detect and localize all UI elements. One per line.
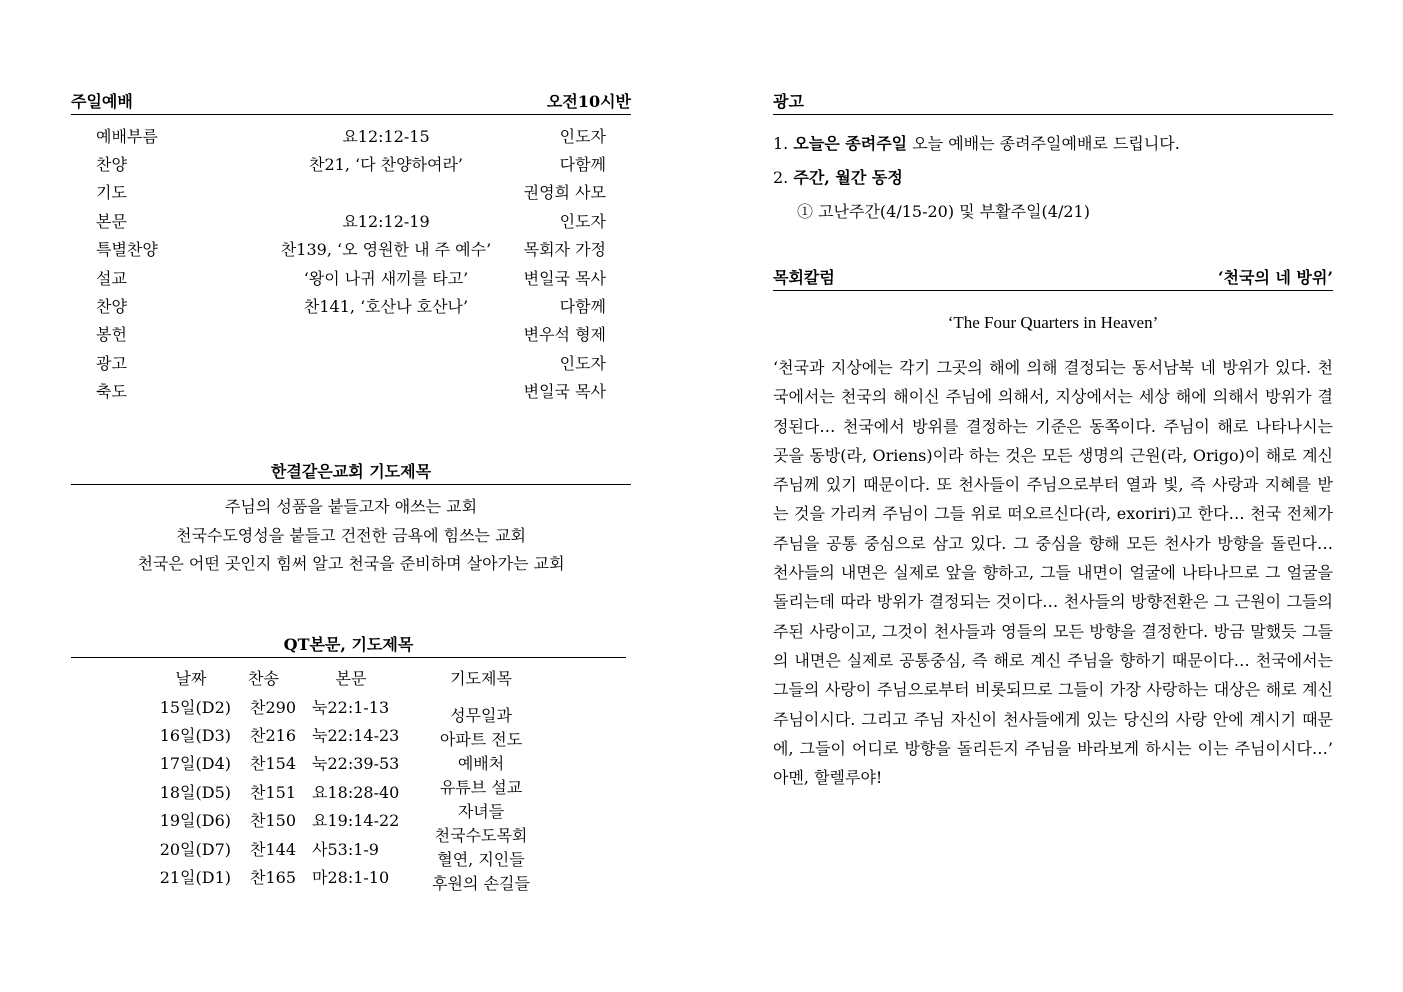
column-english-title: ‘The Four Quarters in Heaven’ bbox=[947, 313, 1159, 332]
column-title: 목회칼럼 bbox=[773, 268, 835, 287]
qt-hymn: 찬150 bbox=[250, 811, 296, 831]
order-row bbox=[71, 291, 631, 319]
order-item: 예배부름 bbox=[96, 126, 158, 146]
order-leader: 인도자 bbox=[559, 353, 606, 373]
qt-hymn: 찬290 bbox=[250, 697, 296, 717]
qt-prayer-item: 혈연, 지인들 bbox=[437, 850, 525, 869]
qt-date: 15일(D2) bbox=[159, 697, 231, 717]
qt-text: 눅22:39-53 bbox=[312, 754, 400, 774]
announcement-number: 2. bbox=[773, 168, 789, 187]
qt-text: 사53:1-9 bbox=[312, 839, 379, 859]
announcement-bold: 오늘은 종려주일 bbox=[793, 134, 908, 153]
column-subtitle: ‘천국의 네 방위’ bbox=[1217, 268, 1333, 287]
announcement-subitem: ① 고난주간(4/15-20) 및 부활주일(4/21) bbox=[797, 202, 1090, 221]
qt-table-header bbox=[71, 662, 626, 692]
qt-header bbox=[71, 631, 626, 658]
qt-date: 16일(D3) bbox=[159, 726, 231, 746]
qt-hymn: 찬216 bbox=[250, 726, 296, 746]
qt-date: 18일(D5) bbox=[159, 782, 231, 802]
qt-prayer-item: 성무일과 bbox=[450, 706, 512, 725]
announcement-number: 1. bbox=[773, 134, 789, 153]
order-item: 축도 bbox=[96, 382, 127, 402]
qt-header-date: 날짜 bbox=[175, 668, 207, 688]
order-leader: 인도자 bbox=[559, 211, 606, 231]
church-prayer-title: 한결같은교회 기도제목 bbox=[270, 462, 432, 481]
qt-text: 마28:1-10 bbox=[312, 868, 390, 888]
worship-header bbox=[71, 88, 631, 115]
order-row bbox=[71, 348, 631, 376]
order-leader: 다함께 bbox=[559, 297, 606, 317]
column-header bbox=[773, 264, 1333, 291]
qt-title: QT본문, 기도제목 bbox=[283, 635, 414, 654]
order-item: 광고 bbox=[96, 353, 127, 373]
order-row bbox=[71, 121, 631, 149]
qt-hymn: 찬154 bbox=[250, 754, 296, 774]
qt-section bbox=[71, 631, 626, 891]
church-prayer-item: 천국수도영성을 붙들고 건전한 금욕에 힘쓰는 교회 bbox=[175, 525, 526, 545]
order-leader: 인도자 bbox=[559, 126, 606, 146]
order-row bbox=[71, 178, 631, 206]
order-row bbox=[71, 206, 631, 234]
qt-prayer-item: 유튜브 설교 bbox=[439, 778, 523, 797]
column-section bbox=[773, 264, 1333, 792]
order-row bbox=[71, 320, 631, 348]
order-row bbox=[71, 377, 631, 405]
order-leader: 목회자 가정 bbox=[523, 240, 606, 260]
order-content: ‘왕이 나귀 새끼를 타고’ bbox=[303, 268, 469, 288]
announcement-bold: 주간, 월간 동정 bbox=[793, 168, 903, 187]
order-leader: 변우석 형제 bbox=[523, 325, 606, 345]
qt-header-text: 본문 bbox=[335, 668, 367, 688]
qt-prayer-list bbox=[406, 704, 556, 896]
worship-title: 주일예배 bbox=[71, 92, 133, 111]
qt-prayer-item: 아파트 전도 bbox=[439, 730, 523, 749]
qt-date: 17일(D4) bbox=[159, 754, 231, 774]
qt-table bbox=[71, 662, 626, 891]
qt-header-prayer: 기도제목 bbox=[450, 668, 512, 688]
column-body: ‘천국과 지상에는 각기 그곳의 해에 의해 결정되는 동서남북 네 방위가 있다. 천국에서는 천국의 해이신 주님에 의해서, 지상에서는 세상 해에 의해서 방위가 결정된다… 천국에서 방위를 결정하는 기준은 동쪽이다. 주님이 해로 나타나시는 곳을 동방(라, Oriens)이라 하는 것은 모든 생명의 근원(라, Origo)이 해로 계신 주님께 있기 때문이다. 또 천사들이 주님으로부터 열과 빛, 즉 사랑과 지혜를 받는 것을 가리켜 주님이 그들 위로 떠오르신다(라, exoriri)고 한다… 천국 전체가 주님을 공통 중심으로 삼고 있다. 그 중심을 향해 모든 천사가 방향을 돌린다… 천사들의 내면은 실제로 앞을 향하고, 그들 내면이 얼굴에 나타나므로 그 얼굴을 돌리는데 따라 방위가 결정되는 것이다… 천사들의 방향전환은 그 근원이 그들의 주된 사랑이고, 그것이 천사들과 영들의 모든 방향을 결정한다. 방금 말했듯 그들의 내면은 실제로 공통중심, 즉 해로 계신 주님을 향하기 때문이다… 천국에서는 그들의 사랑이 주님으로부터 비롯되므로 그들이 가장 사랑하는 대상은 해로 계신 주님이시다. 그리고 주님 자신이 천사들에게 있는 당신의 사랑 안에 계시기 때문에, 그들이 어디로 방향을 돌리든지 주님을 바라보게 하시는 이는 주님이시다…’ 아멘, 할렐루야! bbox=[773, 358, 1333, 788]
order-item: 특별찬양 bbox=[96, 240, 158, 260]
qt-text: 눅22:14-23 bbox=[312, 726, 400, 746]
order-item: 기도 bbox=[96, 183, 127, 203]
qt-date: 19일(D6) bbox=[159, 811, 231, 831]
qt-text: 요19:14-22 bbox=[312, 811, 400, 831]
order-content: 찬139, ‘오 영원한 내 주 예수’ bbox=[280, 240, 492, 260]
order-leader: 변일국 목사 bbox=[523, 268, 606, 288]
church-prayer-item: 주님의 성품을 붙들고자 애쓰는 교회 bbox=[224, 497, 478, 516]
order-content: 찬141, ‘호산나 호산나’ bbox=[303, 297, 469, 317]
qt-hymn: 찬151 bbox=[250, 782, 296, 802]
order-row bbox=[71, 263, 631, 291]
qt-prayer-item: 자녀들 bbox=[457, 802, 505, 821]
order-content: 찬21, ‘다 찬양하여라’ bbox=[309, 155, 463, 175]
order-leader: 다함께 bbox=[559, 155, 606, 175]
announcement-item-2 bbox=[773, 161, 1333, 195]
announcement-text: 오늘 예배는 종려주일예배로 드립니다. bbox=[907, 134, 1180, 153]
worship-time: 오전10시반 bbox=[546, 92, 631, 111]
order-item: 설교 bbox=[96, 268, 127, 288]
church-prayer-header bbox=[71, 458, 631, 485]
order-leader: 변일국 목사 bbox=[523, 382, 606, 402]
announcements-list bbox=[773, 127, 1333, 229]
order-item: 봉헌 bbox=[96, 325, 127, 345]
qt-text: 요18:28-40 bbox=[312, 782, 400, 802]
qt-prayer-item: 후원의 손길들 bbox=[432, 874, 530, 893]
announcement-item-1 bbox=[773, 127, 1333, 161]
qt-hymn: 찬144 bbox=[250, 839, 296, 859]
worship-order bbox=[71, 121, 631, 405]
qt-prayer-item: 예배처 bbox=[457, 754, 505, 773]
order-content: 요12:12-15 bbox=[342, 126, 430, 146]
order-content: 요12:12-19 bbox=[342, 211, 430, 231]
church-prayer-item: 천국은 어떤 곳인지 힘써 알고 천국을 준비하며 살아가는 교회 bbox=[137, 554, 565, 573]
order-row bbox=[71, 235, 631, 263]
order-leader: 권영희 사모 bbox=[523, 183, 606, 203]
announcements-title: 광고 bbox=[773, 92, 804, 111]
order-item: 찬양 bbox=[96, 155, 127, 175]
qt-text: 눅22:1-13 bbox=[312, 697, 390, 717]
order-item: 본문 bbox=[96, 211, 127, 231]
order-row bbox=[71, 149, 631, 177]
order-item: 찬양 bbox=[96, 297, 127, 317]
qt-prayer-item: 천국수도목회 bbox=[434, 826, 528, 845]
right-column bbox=[773, 88, 1333, 788]
church-prayer-section bbox=[71, 458, 631, 579]
qt-date: 20일(D7) bbox=[159, 839, 231, 859]
qt-hymn: 찬165 bbox=[250, 868, 296, 888]
church-prayer-list bbox=[71, 493, 631, 579]
qt-header-hymn: 찬송 bbox=[248, 668, 279, 688]
announcements-header bbox=[773, 88, 1333, 115]
qt-date: 21일(D1) bbox=[159, 868, 231, 888]
left-column bbox=[71, 88, 631, 893]
